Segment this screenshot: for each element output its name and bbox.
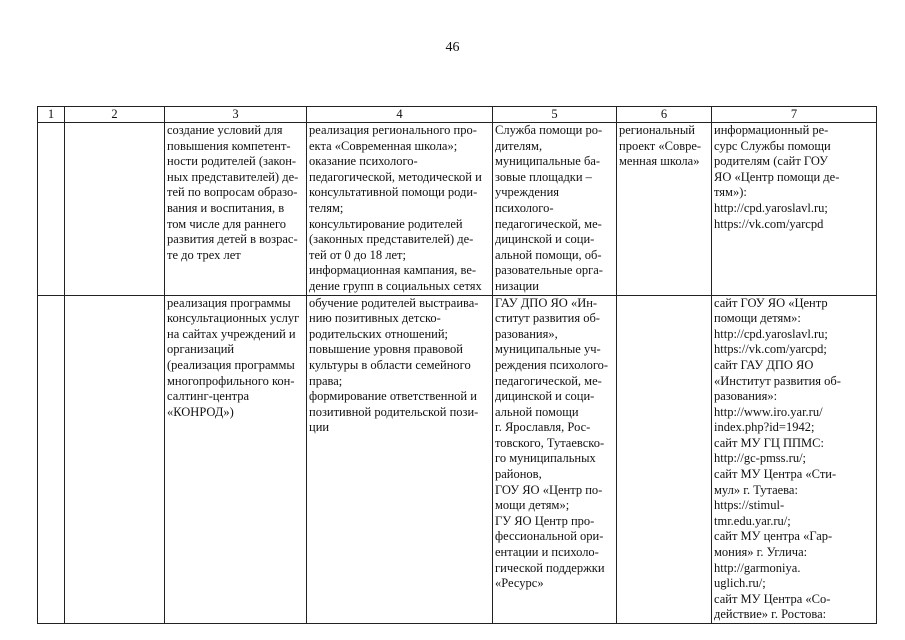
table-cell	[493, 123, 617, 296]
column-header: 5	[493, 107, 617, 123]
cell-text-line: учреждения	[495, 185, 560, 200]
cell-text-line: дение групп в социальных сетях	[309, 278, 482, 293]
cell-text-line: вания и воспитания, в	[167, 200, 285, 215]
cell-text-line: го муниципальных	[495, 451, 596, 466]
table-cell	[165, 295, 307, 623]
cell-text-line: дицинской и соци-	[495, 232, 595, 247]
cell-text-line: салтинг-центра	[167, 389, 250, 404]
cell-text-line: те до трех лет	[167, 247, 241, 262]
cell-text-line: тей по вопросам образо-	[167, 185, 298, 200]
cell-text-line: ных представителей) де-	[167, 169, 299, 184]
cell-text-line: нию позитивных детско-	[309, 311, 441, 326]
cell-text-line: Служба помощи ро-	[495, 123, 603, 137]
cell-text-line: развития детей в возрас-	[167, 232, 298, 247]
cell-text-line: формирование ответственной и	[309, 389, 477, 404]
cell-text-line: альной помощи, об-	[495, 247, 602, 262]
header-row	[38, 107, 877, 123]
cell-text-line: обучение родителей выстраива-	[309, 295, 479, 310]
cell-text-line: (законных представителей) де-	[309, 232, 474, 247]
cell-text-line: https://stimul-	[714, 498, 785, 513]
cell-text-line: реждения психолого-	[495, 357, 609, 372]
cell-text-line: низации	[495, 278, 539, 293]
cell-text-line: родителям (сайт ГОУ	[714, 154, 829, 169]
column-header: 7	[712, 107, 877, 123]
cell-text-line: педагогической, ме-	[495, 373, 602, 388]
cell-text-line: тям»):	[714, 185, 747, 200]
cell-text-line: тей от 0 до 18 лет;	[309, 247, 406, 262]
cell-text-line: http://cpd.yaroslavl.ru;	[714, 326, 828, 341]
cell-text-line: сайт МУ ГЦ ППМС:	[714, 435, 824, 450]
cell-text-line: районов,	[495, 467, 542, 482]
cell-text-line: екта «Современная школа»;	[309, 138, 458, 153]
column-header: 1	[38, 107, 65, 123]
table-cell	[38, 123, 65, 296]
cell-text-line: сайт ГАУ ДПО ЯО	[714, 357, 814, 372]
cell-text-line: повышение уровня правовой	[309, 342, 463, 357]
cell-text-line: информационная кампания, ве-	[309, 263, 477, 278]
cell-text-line: психолого-	[495, 200, 554, 215]
column-header: 3	[165, 107, 307, 123]
cell-text-line: мония» г. Углича:	[714, 545, 808, 560]
cell-text-line: «КОНРОД»)	[167, 404, 234, 419]
cell-text-line: ентации и психоло-	[495, 545, 599, 560]
cell-text-line: повышения компетент-	[167, 138, 291, 153]
cell-text-line: мул» г. Тутаева:	[714, 482, 798, 497]
cell-text-line: ГАУ ДПО ЯО «Ин-	[495, 295, 598, 310]
cell-text-line: ЯО «Центр помощи де-	[714, 169, 840, 184]
cell-text-line: позитивной родительской пози-	[309, 404, 479, 419]
cell-text-line: дителям,	[495, 138, 543, 153]
column-header: 2	[65, 107, 165, 123]
cell-text-line: разовательные орга-	[495, 263, 603, 278]
table-row	[38, 123, 877, 296]
cell-text-line: tmr.edu.yar.ru/;	[714, 513, 791, 528]
table-row	[38, 295, 877, 623]
cell-text-line: права;	[309, 373, 343, 388]
cell-text-line: оказание психолого-	[309, 154, 418, 169]
cell-text-line: разования»:	[714, 389, 778, 404]
cell-text-line: http://garmoniya.	[714, 560, 801, 575]
cell-text-line: организаций	[167, 342, 235, 357]
table-cell	[712, 123, 877, 296]
cell-text-line: uglich.ru/;	[714, 576, 766, 591]
cell-text-line: альной помощи	[495, 404, 579, 419]
table-cell	[493, 295, 617, 623]
cell-text-line: ГУ ЯО Центр про-	[495, 513, 595, 528]
cell-text-line: реализация регионального про-	[309, 123, 477, 137]
cell-text-line: региональный	[619, 123, 695, 137]
cell-text-line: ГОУ ЯО «Центр по-	[495, 482, 603, 497]
cell-text-line: сайт МУ Центра «Со-	[714, 591, 831, 606]
cell-text-line: муниципальные ба-	[495, 154, 601, 169]
table-cell	[38, 295, 65, 623]
cell-text-line: (реализация программы	[167, 357, 295, 372]
cell-text-line: ции	[309, 420, 330, 435]
cell-text-line: http://cpd.yaroslavl.ru;	[714, 200, 828, 215]
cell-text-line: создание условий для	[167, 123, 283, 137]
cell-text-line: ности родителей (закон-	[167, 154, 297, 169]
cell-text-line: дицинской и соци-	[495, 389, 595, 404]
cell-text-line: сурс Службы помощи	[714, 138, 831, 153]
cell-text-line: консультативной помощи роди-	[309, 185, 478, 200]
cell-text-line: фессиональной ори-	[495, 529, 604, 544]
column-header: 6	[617, 107, 712, 123]
table-cell	[65, 123, 165, 296]
cell-text-line: консультирование родителей	[309, 216, 463, 231]
cell-text-line: http://gc-pmss.ru/;	[714, 451, 807, 466]
cell-text-line: зовые площадки –	[495, 169, 592, 184]
cell-text-line: менная школа»	[619, 154, 700, 169]
cell-text-line: http://www.iro.yar.ru/	[714, 404, 823, 419]
cell-text-line: действие» г. Ростова:	[714, 607, 827, 622]
cell-text-line: https://vk.com/yarcpd	[714, 216, 824, 231]
cell-text-line: разования»,	[495, 326, 558, 341]
cell-text-line: культуры в области семейного	[309, 357, 471, 372]
page-number: 46	[445, 40, 460, 55]
table-cell	[617, 123, 712, 296]
table-cell	[307, 123, 493, 296]
cell-text-line: консультационных услуг	[167, 311, 300, 326]
cell-text-line: педагогической, ме-	[495, 216, 602, 231]
cell-text-line: «Ресурс»	[495, 576, 544, 591]
table-cell	[712, 295, 877, 623]
table-cell	[617, 295, 712, 623]
cell-text-line: информационный ре-	[714, 123, 829, 137]
cell-text-line: «Институт развития об-	[714, 373, 841, 388]
cell-text-line: муниципальные уч-	[495, 342, 601, 357]
cell-text-line: помощи детям»:	[714, 311, 801, 326]
cell-text-line: телям;	[309, 200, 344, 215]
cell-text-line: г. Ярославля, Рос-	[495, 420, 591, 435]
document-table	[37, 106, 877, 624]
table-cell	[65, 295, 165, 623]
cell-text-line: на сайтах учреждений и	[167, 326, 296, 341]
table-cell	[307, 295, 493, 623]
cell-text-line: реализация программы	[167, 295, 291, 310]
cell-text-line: товского, Тутаевско-	[495, 435, 605, 450]
cell-text-line: сайт МУ Центра «Сти-	[714, 467, 837, 482]
cell-text-line: мощи детям»;	[495, 498, 570, 513]
cell-text-line: проект «Совре-	[619, 138, 702, 153]
cell-text-line: педагогической, методической и	[309, 169, 482, 184]
cell-text-line: родительских отношений;	[309, 326, 449, 341]
cell-text-line: сайт МУ центра «Гар-	[714, 529, 833, 544]
cell-text-line: сайт ГОУ ЯО «Центр	[714, 295, 828, 310]
cell-text-line: index.php?id=1942;	[714, 420, 815, 435]
table-cell	[165, 123, 307, 296]
cell-text-line: https://vk.com/yarcpd;	[714, 342, 827, 357]
cell-text-line: ститут развития об-	[495, 311, 600, 326]
cell-text-line: многопрофильного кон-	[167, 373, 295, 388]
column-header: 4	[307, 107, 493, 123]
cell-text-line: гической поддержки	[495, 560, 605, 575]
cell-text-line: том числе для раннего	[167, 216, 287, 231]
